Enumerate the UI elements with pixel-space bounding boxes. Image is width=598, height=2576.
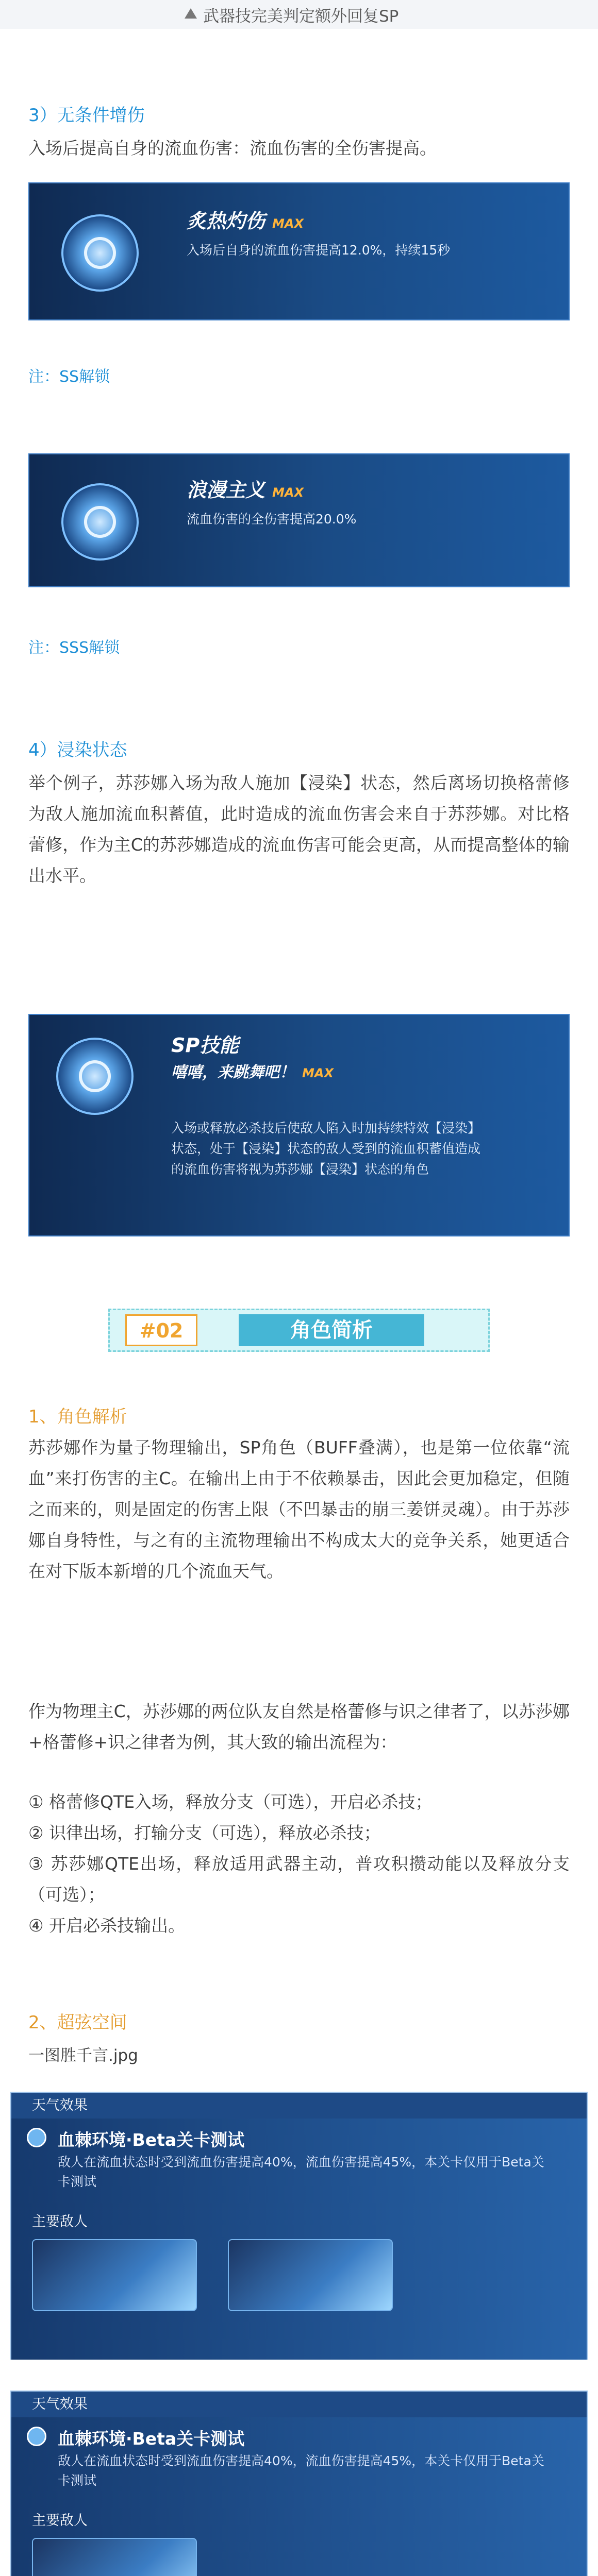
sp-skill-name <box>171 1059 334 1082</box>
weather-card <box>10 2092 588 2360</box>
banner-number: #02 <box>125 1314 197 1346</box>
max-badge: MAX <box>272 485 304 500</box>
step-3: ③ 苏莎娜QTE出场，释放适用武器主动，普攻积攒动能以及释放分支（可选）； <box>28 1854 570 1905</box>
weather-card <box>10 2391 588 2576</box>
weather-icon <box>27 2427 46 2446</box>
paragraph: 苏莎娜作为量子物理输出，SP角色（BUFF叠满），也是第一位依靠“流血”来打伤害的主C。在输出上由于不依赖暴击，因此会更加稳定，但随之而来的，则是固定的伤害上限（不凹暴击的崩三姜饼灵魂）。由于苏莎娜自身特性，与之有的主流物理输出不构成太大的竞争关系，她更适合在对下版本新增的几个流血天气。 <box>28 1437 570 1581</box>
skill-name: 浪漫主义 <box>187 479 265 501</box>
enemy-label: 主要敌人 <box>32 2513 88 2529</box>
weather-header: 天气效果 <box>11 2093 587 2119</box>
triangle-icon <box>185 8 197 19</box>
image-caption: 一图胜千言.jpg <box>28 2046 138 2065</box>
skill-title <box>187 474 304 502</box>
weather-desc: 敌人在流血状态时受到流血伤害提高40%，流血伤害提高45%，本关卡仅用于Beta关卡测试 <box>58 2155 544 2189</box>
sp-title: SP技能 <box>171 1034 239 1057</box>
section-banner-02 <box>108 1309 490 1352</box>
enemy-thumbnail <box>32 2239 197 2311</box>
section-title-4: 4）浸染状态 <box>28 740 127 760</box>
header-bar <box>0 0 598 29</box>
analysis-title: 1、角色解析 <box>28 1406 127 1427</box>
unlock-note: 注：SS解锁 <box>28 368 110 386</box>
skill-desc: 入场或释放必杀技后使敌人陷入时加持续特效【浸染】状态，处于【浸染】状态的敌人受到的流血积蓄值造成的流血伤害将视为苏莎娜【浸染】状态的角色 <box>171 1121 481 1177</box>
paragraph: 举个例子，苏莎娜入场为敌人施加【浸染】状态，然后离场切换格蕾修为敌人施加流血积蓄值，此时造成的流血伤害会来自于苏莎娜。对比格蕾修，作为主C的苏莎娜造成的流血伤害可能会更高，从而提高整体的输出水平。 <box>28 773 570 886</box>
skill-title <box>187 205 304 233</box>
weather-title: 血棘环境·Beta关卡测试 <box>58 2429 245 2449</box>
skill-icon <box>61 214 139 292</box>
skill-desc: 流血伤害的全伤害提高20.0% <box>187 512 357 527</box>
step-2: ② 识律出场，打输分支（可选），释放必杀技； <box>28 1823 381 1843</box>
weather-header: 天气效果 <box>11 2392 587 2417</box>
enemy-thumbnail <box>228 2239 393 2311</box>
paragraph: 作为物理主C，苏莎娜的两位队友自然是格蕾修与识之律者了，以苏莎娜+格蕾修+识之律者为例，其大致的输出流程为： <box>28 1701 570 1752</box>
weather-desc: 敌人在流血状态时受到流血伤害提高40%，流血伤害提高45%，本关卡仅用于Beta关卡测试 <box>58 2453 544 2488</box>
header-text: 武器技完美判定额外回复SP <box>203 7 399 26</box>
max-badge: MAX <box>302 1066 334 1080</box>
skill-name: 炙热灼伤 <box>187 210 265 232</box>
weather-icon <box>27 2128 46 2147</box>
unlock-note: 注：SSS解锁 <box>28 639 120 657</box>
step-4: ④ 开启必杀技输出。 <box>28 1916 186 1936</box>
skill-card-burn <box>28 182 570 320</box>
banner-label: 角色简析 <box>239 1314 424 1346</box>
skill-desc: 入场后自身的流血伤害提高12.0%，持续15秒 <box>187 243 451 258</box>
skill-icon <box>56 1038 134 1115</box>
skill-icon <box>61 483 139 561</box>
enemy-label: 主要敌人 <box>32 2214 88 2230</box>
space-title: 2、超弦空间 <box>28 2012 127 2033</box>
section-title-3: 3）无条件增伤 <box>28 105 145 126</box>
skill-card-romance <box>28 453 570 587</box>
sp-skill-card <box>28 1014 570 1236</box>
max-badge: MAX <box>272 216 304 231</box>
weather-title: 血棘环境·Beta关卡测试 <box>58 2130 245 2150</box>
enemy-thumbnail <box>32 2538 197 2576</box>
step-1: ① 格蕾修QTE入场，释放分支（可选），开启必杀技； <box>28 1792 433 1812</box>
skill-name: 嘻嘻，来跳舞吧！ <box>171 1063 295 1081</box>
paragraph: 入场后提高自身的流血伤害：流血伤害的全伤害提高。 <box>28 138 437 158</box>
